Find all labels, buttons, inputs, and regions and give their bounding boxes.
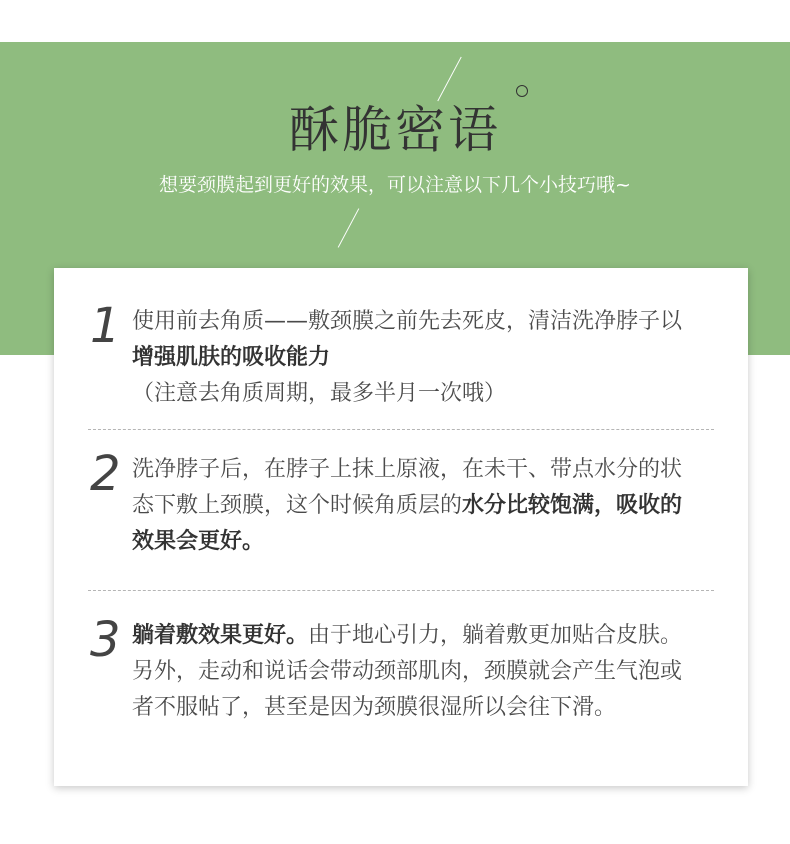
page-title: 酥脆密语 [289, 101, 501, 159]
tip-text-emphasis: 躺着敷效果更好。 [132, 623, 309, 648]
tip-text-segment: 洗净脖子后，在脖子上抹上原液，在未干、带点水分的状态下敷上颈膜，这个时候角质层的 [132, 457, 683, 518]
tip-text [132, 618, 697, 726]
page-subtitle: 想要颈膜起到更好的效果，可以注意以下几个小技巧哦~ [159, 174, 631, 196]
tip-number: 1 [90, 298, 121, 354]
tip-text-segment: 使用前去角质——敷颈膜之前先去死皮，清洁洗净脖子以 [132, 309, 683, 334]
dashed-divider [88, 429, 714, 430]
tip-text [132, 304, 697, 412]
tip-text-segment: 由于地心引力，躺着敷更加贴合皮肤。另外，走动和说话会带动颈部肌肉，颈膜就会产生气泡或者不服帖了，甚至是因为颈膜很湿所以会往下滑。 [132, 623, 683, 720]
tips-card [54, 268, 748, 786]
dashed-divider [88, 590, 714, 591]
tip-text [132, 452, 697, 560]
tip-number: 2 [90, 446, 121, 502]
tip-text-emphasis: 增强肌肤的吸收能力 [132, 345, 331, 370]
tip-text-segment: （注意去角质周期，最多半月一次哦） [132, 381, 507, 406]
tip-text-emphasis: 水分比较饱满，吸收的效果会更好。 [132, 493, 683, 554]
decorative-circle-icon [516, 85, 528, 97]
tip-number: 3 [90, 612, 121, 668]
